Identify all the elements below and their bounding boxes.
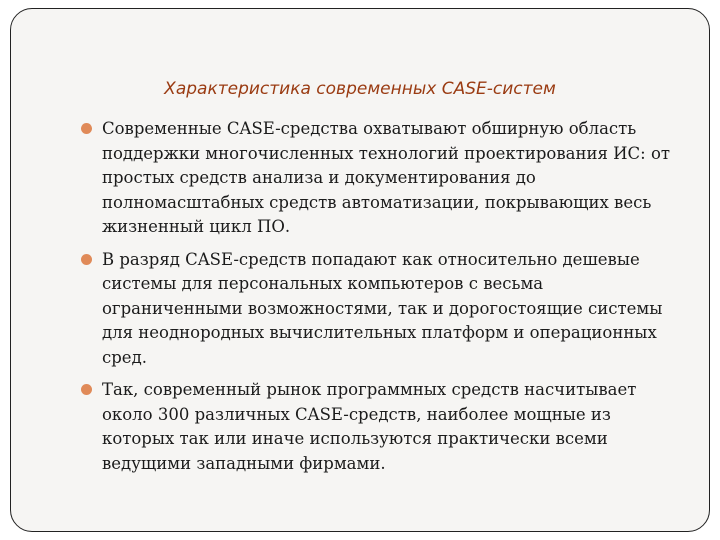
bullet-dot-icon [81, 254, 92, 265]
bullet-item [81, 378, 681, 476]
bullet-list [81, 117, 681, 484]
bullet-item [81, 117, 681, 240]
bullet-dot-icon [81, 384, 92, 395]
bullet-text: В разряд CASE-средств попадают как относительно дешевые системы для персональных компьютеров с весьма ограниченными возможностями, так и дорогостоящие системы для неоднородных вычислительных платформ и операционных сред. [102, 249, 663, 367]
bullet-dot-icon [81, 123, 92, 134]
bullet-item [81, 248, 681, 371]
slide-title: Характеристика современных CASE-систем [164, 79, 556, 99]
slide [10, 8, 710, 532]
bullet-text: Современные CASE-средства охватывают обширную область поддержки многочисленных технологий проектирования ИС: от простых средств анализа и документирования до полномасштабных средств автоматизации, покрывающих весь жизненный цикл ПО. [102, 119, 671, 236]
bullet-text: Так, современный рынок программных средств насчитывает около 300 различных CASE-средств, наиболее мощные из которых так или иначе используются практически всеми ведущими западными фирмами. [102, 380, 637, 473]
